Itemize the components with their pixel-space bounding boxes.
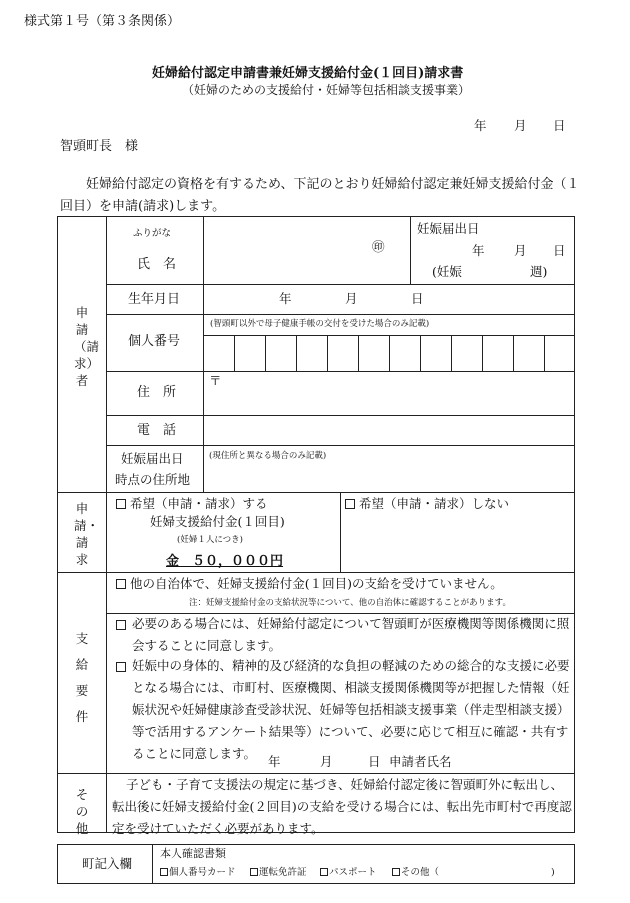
id-option-2[interactable]	[320, 868, 377, 878]
phone-field[interactable]	[205, 417, 573, 444]
id-option-0[interactable]	[160, 868, 236, 878]
other-text: 子ども・子育て支援法の規定に基づき、妊婦給付認定後に智頭町外に転出し、転出後に妊婦支援給付金(２回目)の支給を受ける場合には、転出先市町村で再度認定を受けていただく必要があります。	[112, 777, 572, 836]
postal-mark: 〒	[209, 373, 222, 388]
id-title: 本人確認書類	[160, 847, 226, 860]
my-number-note: (智頭町以外で母子健康手帳の交付を受けた場合のみ記載)	[210, 319, 430, 329]
requirement-1-note: 注：妊婦支援給付金の支給状況等について、他の自治体に確認することがあります。	[189, 598, 511, 608]
applicant-section-label: 申請（請求）者	[74, 305, 100, 388]
pregnancy-date-month: 月	[514, 243, 527, 258]
request-no-label: 希望（申請・請求）しない	[359, 496, 510, 511]
signer-name-field[interactable]	[452, 752, 572, 772]
benefit-amount: 金 ５０，０００円	[166, 554, 284, 569]
checkbox-id-1[interactable]	[250, 868, 258, 876]
furigana-label: ふりがな	[133, 228, 172, 239]
report-address-label-1: 妊娠届出日	[121, 451, 184, 466]
birthdate-day: 日	[411, 291, 424, 306]
checkbox-id-3[interactable]	[392, 868, 400, 876]
per-person-note: (妊婦１人につき)	[177, 535, 243, 545]
report-address-field[interactable]	[205, 465, 573, 491]
checkbox-id-2[interactable]	[320, 868, 328, 876]
pregnancy-date-year: 年	[472, 243, 485, 258]
birthdate-year: 年	[279, 291, 292, 306]
form-subtitle: （妊婦のための支援給付・妊婦等包括相談支援事業）	[182, 83, 471, 97]
signer-label: 申請者氏名	[389, 754, 452, 769]
checkbox-id-0[interactable]	[160, 868, 168, 876]
address-field[interactable]	[225, 373, 573, 413]
my-number-label: 個人番号	[128, 334, 181, 349]
seal-mark: ㊞	[372, 239, 385, 254]
birthdate-field[interactable]	[205, 286, 573, 313]
id-option-0-label: 個人番号カード	[169, 867, 236, 878]
intro-text: 妊婦給付認定の資格を有するため、下記のとおり妊婦給付認定兼妊婦支援給付金（１回目）を申請(請求)します。	[60, 177, 580, 214]
id-option-3[interactable]	[392, 868, 439, 878]
id-option-3-label: その他（	[401, 867, 440, 878]
pregnancy-date-day: 日	[553, 243, 566, 258]
request-no-option[interactable]	[345, 498, 509, 511]
pregnancy-report-label: 妊娠届出日	[417, 221, 480, 236]
checkbox-req-1[interactable]	[116, 579, 126, 589]
id-option-1[interactable]	[250, 868, 307, 878]
request-yes-label: 希望（申請・請求）する	[130, 496, 268, 511]
request-section-label: 申請・請求	[74, 501, 100, 567]
id-option-1-label: 運転免許証	[259, 867, 307, 878]
addressee: 智頭町長 様	[60, 139, 139, 154]
checkbox-no[interactable]	[345, 499, 355, 509]
requirement-1-text: 他の自治体で、妊婦支援給付金(１回目)の支給を受けていません。	[130, 576, 503, 591]
checkbox-req-2[interactable]	[116, 620, 126, 630]
consent-date-year: 年	[268, 754, 281, 769]
consent-date-day: 日	[368, 754, 381, 769]
date-day: 日	[553, 118, 566, 133]
pregnancy-weeks-open: (妊娠	[432, 264, 462, 279]
date-year: 年	[474, 118, 487, 133]
office-box	[57, 844, 575, 884]
checkbox-req-3[interactable]	[116, 662, 126, 672]
birthdate-month: 月	[345, 291, 358, 306]
office-label: 町記入欄	[82, 856, 133, 871]
requirements-section-label: 支給要件	[75, 631, 89, 724]
phone-label: 電 話	[137, 423, 177, 438]
report-address-note: (現住所と異なる場合のみ記載)	[209, 451, 327, 461]
other-section-label: その他	[75, 787, 89, 836]
report-address-label-2: 時点の住所地	[115, 472, 191, 487]
name-label: 氏 名	[137, 257, 177, 272]
pregnancy-weeks-close: 週)	[530, 264, 548, 279]
date-month: 月	[514, 118, 527, 133]
birthdate-label: 生年月日	[128, 292, 181, 307]
request-yes-option[interactable]	[116, 498, 268, 511]
requirement-3-text: 妊娠中の身体的、精神的及び経済的な負担の軽減のための総合的な支援に必要となる場合には、市町村、医療機関、相談支援関係機関等が把握した情報（妊娠状況や妊婦健康診査受診状況、妊婦等包括相談支援事業（伴走型相談支援）等で活用するアンケート結果等）について、必要に応じて相互に確認・共有することに同意します。	[132, 658, 570, 761]
requirement-1[interactable]	[116, 578, 503, 591]
address-label: 住 所	[137, 385, 177, 400]
checkbox-yes[interactable]	[116, 499, 126, 509]
id-option-2-label: パスポート	[329, 867, 377, 878]
benefit-name: 妊婦支援給付金(１回目)	[150, 514, 285, 529]
requirement-2-text: 必要のある場合には、妊婦給付認定について智頭町が医療機関等関係機関に照会することに同意します。	[132, 616, 570, 653]
form-title: 妊婦給付認定申請書兼妊婦支援給付金(１回目)請求書	[152, 66, 464, 81]
consent-date-month: 月	[320, 754, 333, 769]
id-option-close: )	[551, 867, 555, 878]
form-number: 様式第１号（第３条関係）	[24, 14, 181, 29]
